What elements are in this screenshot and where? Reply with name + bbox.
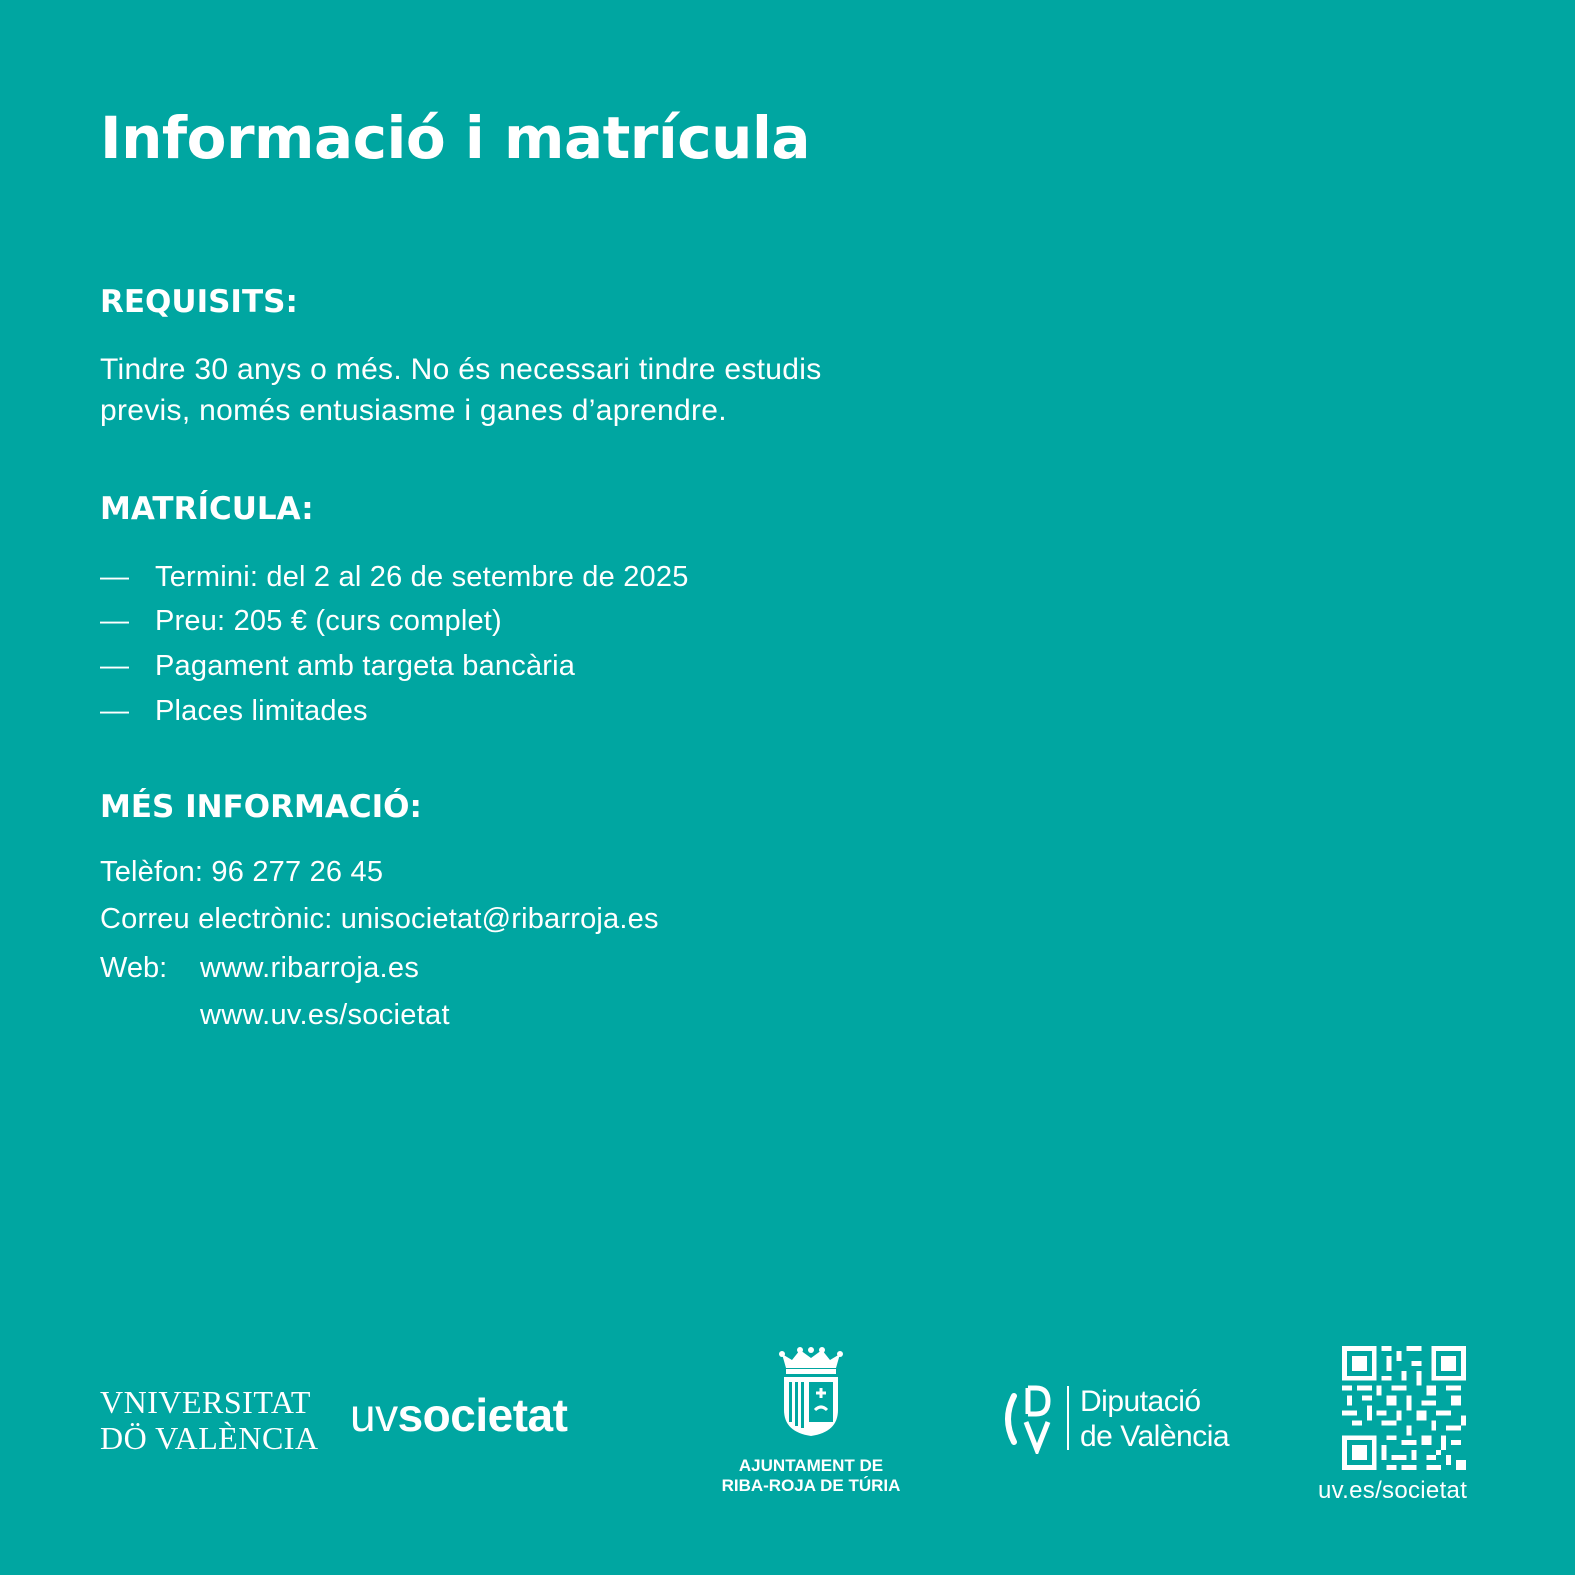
page-title: Informació i matrícula [100,104,810,172]
qr-code-icon[interactable] [1342,1346,1466,1470]
web-link-ribarroja[interactable]: www.ribarroja.es [200,952,420,984]
dash: — [100,649,130,682]
divider [1067,1386,1069,1450]
preu-text: Preu: 205 € (curs complet) [155,605,502,638]
dash: — [100,560,130,593]
list-item [100,555,689,600]
ajuntament-riba-roja-logo [716,1346,906,1501]
uv-logo-line-2: DÖ VALÈNCIA [100,1420,319,1456]
correu-text[interactable]: Correu electrònic: unisocietat@ribarroja.es [100,903,659,935]
uv-logo-line-1: VNIVERSITAT [100,1384,311,1420]
web-label: Web: [100,952,168,984]
dash: — [100,605,130,638]
universitat-valencia-logo [100,1384,325,1456]
web-link-uv[interactable]: www.uv.es/societat [200,999,450,1031]
mes-info-heading: MÉS INFORMACIÓ: [100,789,422,825]
uvsocietat-logo [350,1388,567,1442]
matricula-list [100,555,689,733]
ajuntament-line-1: AJUNTAMENT DE [738,1456,884,1475]
list-item [100,644,689,689]
requisits-heading: REQUISITS: [100,284,298,320]
ajuntament-name [716,1456,906,1496]
crown-shield-icon [778,1346,844,1438]
requisits-line-1: Tindre 30 anys o més. No és necessari tindre estudis [100,353,822,386]
diputacio-name [1080,1384,1229,1454]
ajuntament-line-2: RIBA-ROJA DE TÚRIA [721,1476,901,1495]
list-item [100,689,689,734]
pagament-text: Pagament amb targeta bancària [155,649,576,682]
places-text: Places limitades [155,694,368,727]
requisits-line-2: previs, només entusiasme i ganes d’aprendre. [100,394,727,427]
termini-text: Termini: del 2 al 26 de setembre de 2025 [155,560,689,593]
uvsocietat-uv: uv [350,1389,398,1441]
dv-mark-icon [1000,1384,1060,1454]
dash: — [100,694,130,727]
list-item [100,600,689,645]
diputacio-line-2: de València [1080,1420,1230,1453]
diputacio-line-1: Diputació [1080,1385,1201,1418]
requisits-text [100,349,822,431]
telefon-text[interactable]: Telèfon: 96 277 26 45 [100,856,384,888]
matricula-heading: MATRÍCULA: [100,491,314,527]
qr-caption[interactable]: uv.es/societat [1318,1477,1468,1504]
uvsocietat-rest: societat [397,1389,568,1441]
